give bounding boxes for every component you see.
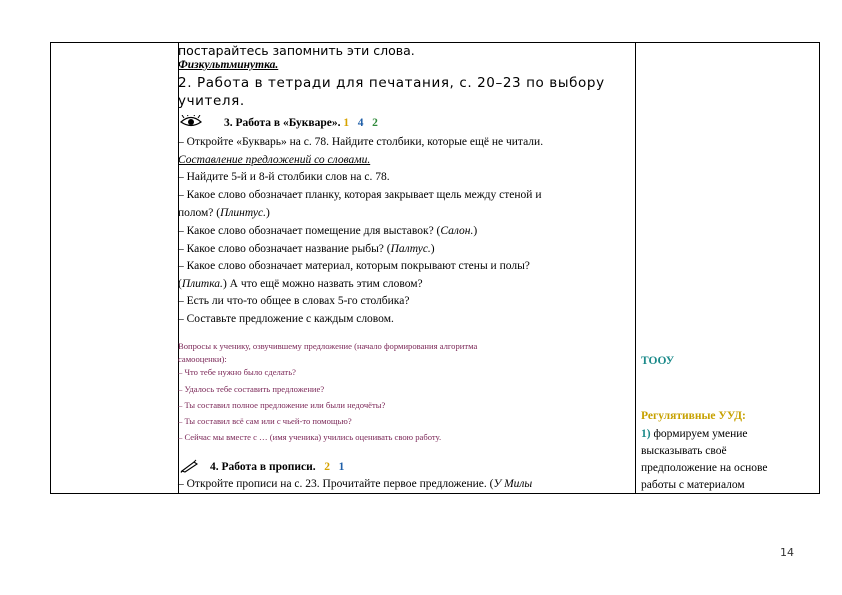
regulative-uud-heading: Регулятивные УУД: <box>641 410 746 422</box>
pen-icon <box>180 459 200 478</box>
tooy-label: ТООУ <box>641 355 675 367</box>
answer: Плитка. <box>181 278 223 290</box>
number-badge: 1 <box>338 461 345 473</box>
text-line: – Составьте предложение с каждым словом. <box>178 313 394 325</box>
text-line: – Откройте прописи на с. 23. Прочитайте первое предложение. (У Милы <box>178 478 533 490</box>
lesson-table <box>50 42 820 494</box>
number-badge: 2 <box>372 117 378 129</box>
section-4-label: 4. Работа в прописи. <box>210 461 316 473</box>
number-badge: 1 <box>343 117 350 129</box>
uud-line: предположение на основе <box>641 462 768 474</box>
text-line: постарайтесь запомнить эти слова. <box>178 43 415 58</box>
subheading: Составление предложений со словами. <box>178 154 371 166</box>
text-line: (Плитка.) А что ещё можно назвать этим словом? <box>178 278 423 290</box>
question-line: – Удалось тебе составить предложение? <box>178 384 325 394</box>
eye-icon <box>180 115 202 134</box>
question-line: – Ты составил полное предложение или были недочёты? <box>178 400 386 410</box>
question-line: – Сейчас мы вместе с … (имя ученика) учились оценивать свою работу. <box>178 432 442 442</box>
uud-line: высказывать своё <box>641 445 727 457</box>
section-2-heading: 2. Работа в тетради для печатания, с. 20–23 по выбору <box>178 75 605 91</box>
text-line: – Какое слово обозначает материал, которым покрывают стены и полы? <box>178 260 530 272</box>
section-4-heading <box>210 461 344 473</box>
number-badge: 2 <box>324 461 330 473</box>
page-number: 14 <box>780 546 794 559</box>
answer: Салон. <box>440 225 474 237</box>
text-line: – Какое слово обозначает помещение для выставок? (Салон.) <box>178 225 478 237</box>
column-divider-right <box>635 43 636 493</box>
fizkultminutka-heading: Физкультминутка. <box>178 59 279 71</box>
text-line: полом? (Плинтус.) <box>178 207 270 219</box>
section-3-heading <box>224 117 378 129</box>
text-line: – Найдите 5-й и 8-й столбики слов на с. 78. <box>178 171 390 183</box>
answer: Плинтус. <box>220 207 266 219</box>
answer: Палтус. <box>390 243 431 255</box>
question-line: самооценки): <box>178 354 227 364</box>
question-line: – Ты составил всё сам или с чьей-то помощью? <box>178 416 352 426</box>
question-line: Вопросы к ученику, озвучившему предложение (начало формирования алгоритма <box>178 341 478 351</box>
text-line: – Какое слово обозначает название рыбы? (Палтус.) <box>178 243 435 255</box>
question-line: – Что тебе нужно было сделать? <box>178 367 296 377</box>
text-line: – Какое слово обозначает планку, которая закрывает щель между стеной и <box>178 189 542 201</box>
section-2-heading-cont: учителя. <box>178 93 245 109</box>
answer: У Милы <box>493 478 533 490</box>
number-badge: 4 <box>357 117 364 129</box>
uud-line: 1) формируем умение <box>641 428 748 440</box>
text-line: – Есть ли что-то общее в словах 5-го столбика? <box>178 295 410 307</box>
uud-line: работы с материалом <box>641 479 745 491</box>
section-3-label: 3. Работа в «Букваре». <box>224 117 341 129</box>
text-line: – Откройте «Букварь» на с. 78. Найдите столбики, которые ещё не читали. <box>178 136 544 148</box>
